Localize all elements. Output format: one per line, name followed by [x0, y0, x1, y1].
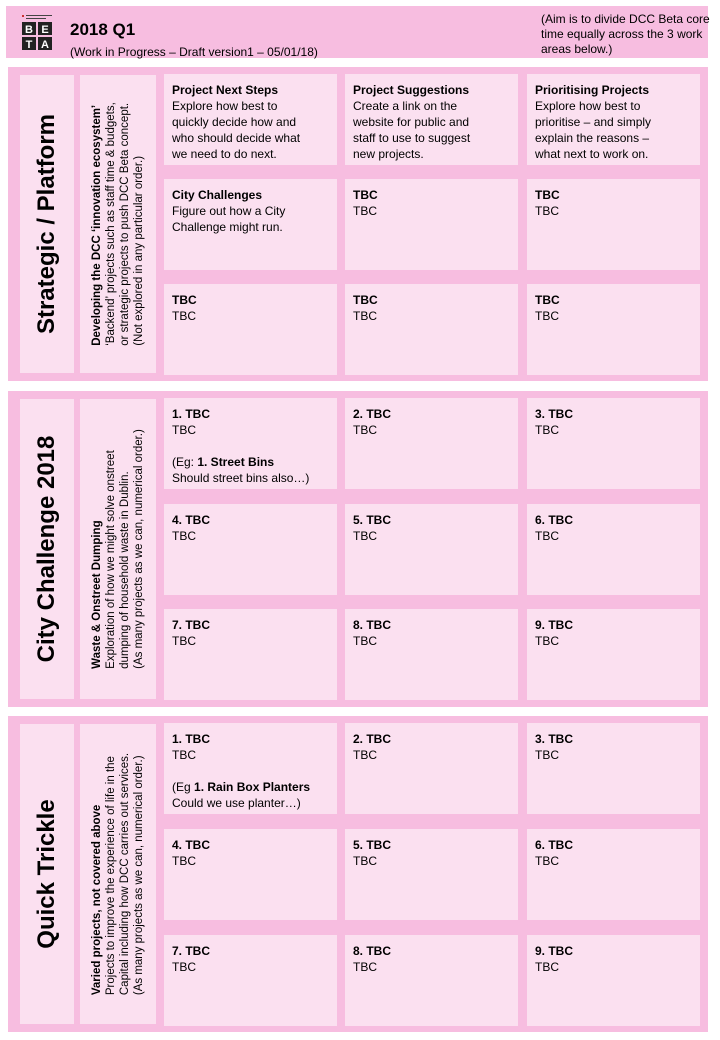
- card-title: City Challenges: [172, 188, 263, 202]
- section-title: Strategic / Platform: [33, 113, 60, 335]
- project-card: [345, 829, 518, 920]
- section-title-box: [20, 75, 74, 373]
- card-body-line: Explore how best to: [535, 99, 641, 113]
- project-card: [164, 179, 337, 270]
- card-title: 5. TBC: [353, 838, 392, 852]
- card-body-line: new projects.: [353, 147, 424, 161]
- project-card: [164, 504, 337, 595]
- card-title: 3. TBC: [535, 732, 574, 746]
- card-example-line: Could we use planter…): [172, 796, 301, 810]
- project-card: [345, 609, 518, 700]
- card-body-line: TBC: [172, 748, 196, 762]
- card-body-line: what next to work on.: [535, 147, 649, 161]
- card-example-prefix: (Eg:: [172, 455, 198, 469]
- card-title: 8. TBC: [353, 944, 392, 958]
- project-card: [164, 935, 337, 1026]
- section-description-heading: Developing the DCC ‘innovation ecosystem’: [91, 104, 103, 346]
- project-card: [164, 829, 337, 920]
- card-body-line: who should decide what: [172, 131, 301, 145]
- card-title: TBC: [535, 188, 560, 202]
- page-title: 2018 Q1: [70, 20, 136, 39]
- card-example-title: 1. Street Bins: [197, 455, 275, 469]
- project-card: [527, 723, 700, 814]
- project-card: [164, 284, 337, 375]
- card-title: 9. TBC: [535, 618, 574, 632]
- project-card: [345, 504, 518, 595]
- card-example: [172, 779, 329, 795]
- section-description-line: ‘Backend’ projects such as staff time & budgets,: [105, 102, 117, 346]
- project-card: [164, 609, 337, 700]
- section-description-box: [80, 724, 156, 1024]
- project-card: [527, 609, 700, 700]
- beta-logo: [20, 12, 56, 52]
- section-description-line: (Not explored in any particular order.): [133, 155, 145, 346]
- project-card: [164, 723, 337, 814]
- card-body-line: website for public and: [353, 115, 470, 129]
- section-description-line: Exploration of how we might solve onstreet: [105, 450, 117, 669]
- card-body-line: TBC: [353, 204, 377, 218]
- card-body-line: TBC: [353, 634, 377, 648]
- card-body-line: TBC: [535, 529, 559, 543]
- card-title: 7. TBC: [172, 618, 211, 632]
- card-body-line: TBC: [172, 309, 196, 323]
- section-description-line: (As many projects as we can, numerical order.): [133, 755, 145, 996]
- svg-text:A: A: [41, 39, 49, 51]
- card-title: TBC: [172, 293, 197, 307]
- card-body-line: TBC: [353, 960, 377, 974]
- card-body-line: TBC: [535, 634, 559, 648]
- card-title: TBC: [535, 293, 560, 307]
- card-title: 4. TBC: [172, 513, 211, 527]
- card-title: 5. TBC: [353, 513, 392, 527]
- card-example: [172, 454, 329, 470]
- project-card: [527, 284, 700, 375]
- card-body-line: Challenge might run.: [172, 220, 283, 234]
- card-body-line: Figure out how a City: [172, 204, 286, 218]
- card-body-line: staff to use to suggest: [353, 131, 471, 145]
- card-title: TBC: [353, 188, 378, 202]
- card-body-line: TBC: [172, 960, 196, 974]
- section-description-heading: Varied projects, not covered above: [91, 804, 103, 996]
- card-body-line: TBC: [535, 309, 559, 323]
- card-example-title: 1. Rain Box Planters: [194, 780, 311, 794]
- section-description-box: [80, 75, 156, 373]
- section-title: Quick Trickle: [33, 799, 60, 949]
- svg-text:E: E: [41, 24, 49, 36]
- project-card: [345, 284, 518, 375]
- card-title: 6. TBC: [535, 838, 574, 852]
- card-body-line: TBC: [172, 854, 196, 868]
- card-body-line: TBC: [353, 309, 377, 323]
- project-card: [345, 74, 518, 165]
- card-title: 3. TBC: [535, 407, 574, 421]
- card-title: Prioritising Projects: [535, 83, 650, 97]
- section-description-line: or strategic projects to push DCC Beta concept.: [119, 102, 131, 346]
- card-title: Project Suggestions: [353, 83, 470, 97]
- svg-text:B: B: [25, 24, 33, 36]
- card-body-line: TBC: [172, 529, 196, 543]
- card-example-line: Should street bins also…): [172, 471, 310, 485]
- card-title: 9. TBC: [535, 944, 574, 958]
- card-body-line: TBC: [353, 529, 377, 543]
- card-title: 8. TBC: [353, 618, 392, 632]
- card-body-line: TBC: [535, 960, 559, 974]
- card-example-prefix: (Eg: [172, 780, 195, 794]
- card-body-line: explain the reasons –: [535, 131, 650, 145]
- section-title: City Challenge 2018: [33, 435, 60, 663]
- project-card: [345, 179, 518, 270]
- card-body-line: TBC: [535, 204, 559, 218]
- card-title: TBC: [353, 293, 378, 307]
- section-title-box: [20, 399, 74, 699]
- section-description-line: (As many projects as we can, numerical order.): [133, 429, 145, 669]
- card-body-line: TBC: [353, 748, 377, 762]
- section-description-line: dumping of household waste in Dublin.: [119, 471, 131, 669]
- card-body-line: TBC: [353, 423, 377, 437]
- card-body-line: Create a link on the: [353, 99, 458, 113]
- project-card: [345, 723, 518, 814]
- card-body-line: TBC: [535, 748, 559, 762]
- project-card: [527, 398, 700, 489]
- card-body-line: TBC: [172, 423, 196, 437]
- page-note: (Aim is to divide DCC Beta core time equally across the 3 work areas below.): [541, 12, 710, 56]
- project-card: [345, 935, 518, 1026]
- page-subtitle: (Work in Progress – Draft version1 – 05/01/18): [70, 45, 318, 59]
- project-card: [527, 935, 700, 1026]
- project-card: [527, 179, 700, 270]
- svg-text:T: T: [25, 39, 33, 51]
- card-body-line: prioritise – and simply: [535, 115, 652, 129]
- card-title: 7. TBC: [172, 944, 211, 958]
- card-title: 2. TBC: [353, 732, 392, 746]
- section-title-box: [20, 724, 74, 1024]
- section-description: [90, 102, 146, 346]
- project-card: [527, 74, 700, 165]
- project-card: [527, 829, 700, 920]
- project-card: [164, 398, 337, 489]
- card-title: 4. TBC: [172, 838, 211, 852]
- card-body-line: we need to do next.: [172, 147, 277, 161]
- card-body-line: TBC: [535, 423, 559, 437]
- project-card: [527, 504, 700, 595]
- card-title: 6. TBC: [535, 513, 574, 527]
- section-description-box: [80, 399, 156, 699]
- card-body-line: Explore how best to: [172, 99, 278, 113]
- card-title: Project Next Steps: [172, 83, 279, 97]
- card-body-line: quickly decide how and: [172, 115, 297, 129]
- section-description-heading: Waste & Onstreet Dumping: [91, 520, 103, 669]
- card-title: 2. TBC: [353, 407, 392, 421]
- card-body-line: TBC: [353, 854, 377, 868]
- section-description: [90, 429, 146, 669]
- section-description: [90, 753, 146, 995]
- card-body-line: TBC: [535, 854, 559, 868]
- card-title: 1. TBC: [172, 732, 211, 746]
- section-description-line: Capital including how DCC carries out services.: [119, 752, 131, 996]
- project-card: [345, 398, 518, 489]
- card-title: 1. TBC: [172, 407, 211, 421]
- page-header: [6, 6, 708, 58]
- project-card: [164, 74, 337, 165]
- card-body-line: TBC: [172, 634, 196, 648]
- section-description-line: Projects to improve the experience of life in the: [105, 756, 117, 996]
